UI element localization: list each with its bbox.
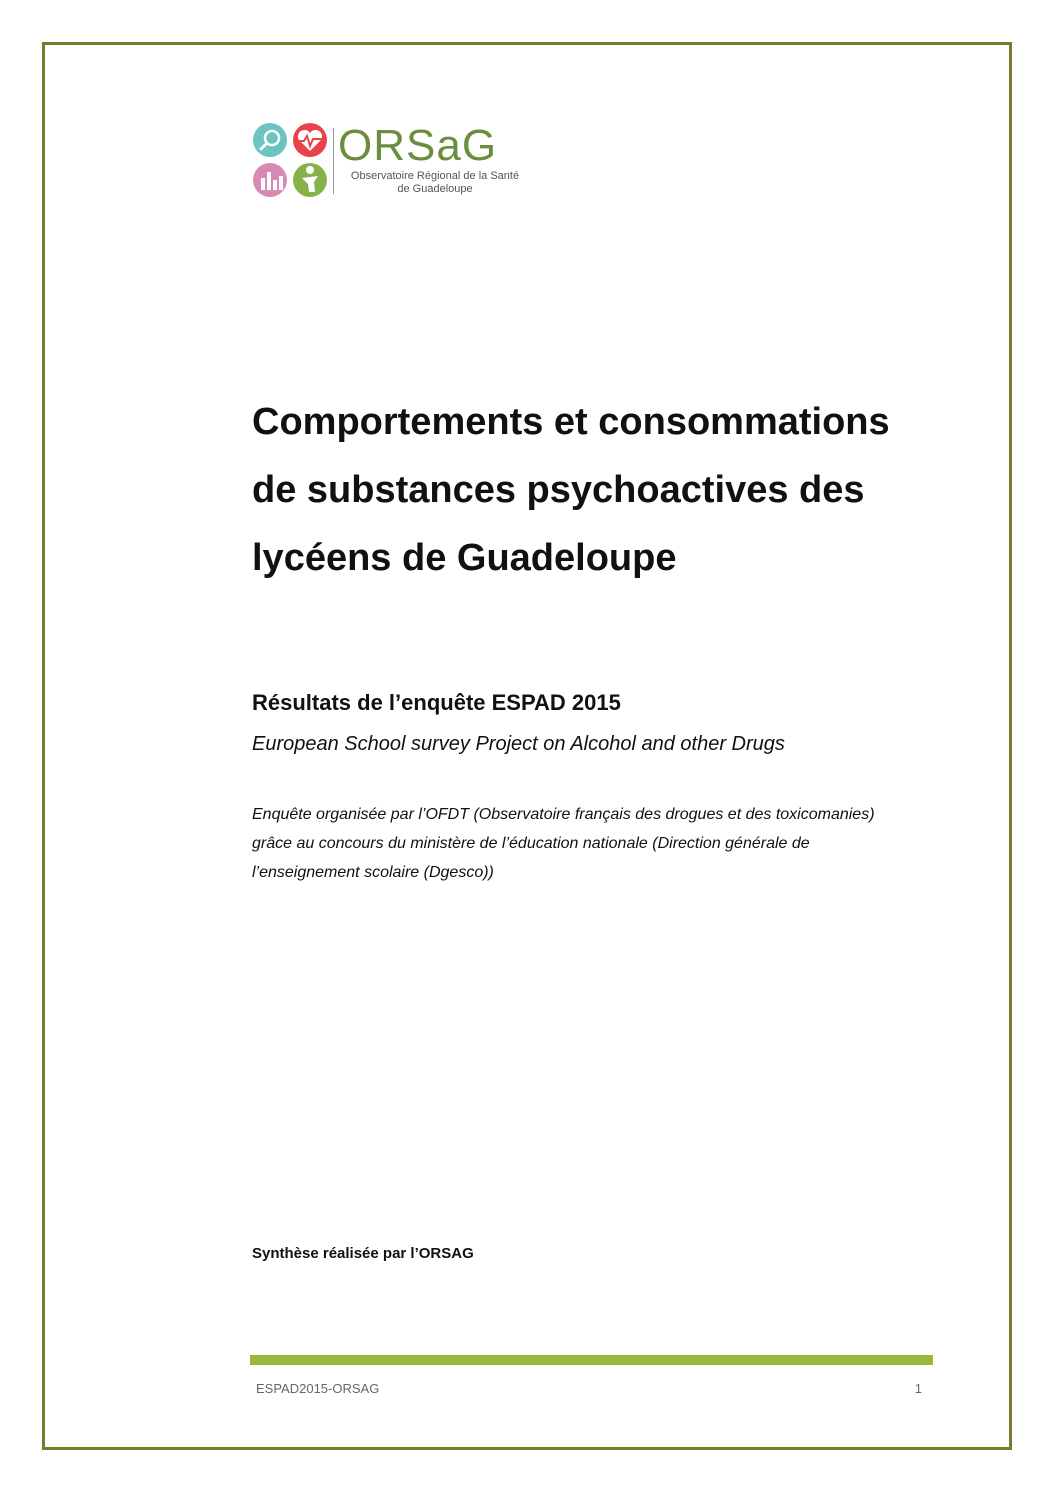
document-title (252, 388, 952, 592)
document-title-line2: de substances psychoactives des (252, 469, 865, 511)
document-title-line3: lycéens de Guadeloupe (252, 537, 677, 579)
logo-subtitle (340, 170, 530, 196)
organizer-note (252, 800, 942, 887)
page-number: 1 (914, 1381, 922, 1396)
logo-subtitle-line2: de Guadeloupe (397, 183, 473, 195)
organizer-line2: grâce au concours du ministère de l’éducation nationale (Direction générale de (252, 835, 810, 852)
organizer-line1: Enquête organisée par l’OFDT (Observatoire français des drogues et des toxicomanies) (252, 806, 875, 823)
orsag-logo (252, 122, 532, 202)
bar-chart-icon (253, 163, 287, 197)
synthesis-credit: Synthèse réalisée par l’ORSAG (252, 1245, 474, 1262)
logo-icons (252, 122, 332, 202)
project-name: European School survey Project on Alcohol and other Drugs (252, 733, 785, 755)
logo-name: ORSaG (338, 121, 498, 170)
heart-pulse-icon (293, 123, 327, 157)
document-subtitle: Résultats de l’enquête ESPAD 2015 (252, 690, 621, 715)
document-title-line1: Comportements et consommations (252, 401, 890, 443)
footer-bar (250, 1355, 933, 1365)
magnifier-icon (253, 123, 287, 157)
person-icon (293, 163, 327, 197)
footer-label: ESPAD2015-ORSAG (256, 1381, 380, 1396)
logo-subtitle-line1: Observatoire Régional de la Santé (350, 170, 520, 182)
logo-divider (333, 128, 334, 194)
organizer-line3: l’enseignement scolaire (Dgesco)) (252, 864, 494, 881)
